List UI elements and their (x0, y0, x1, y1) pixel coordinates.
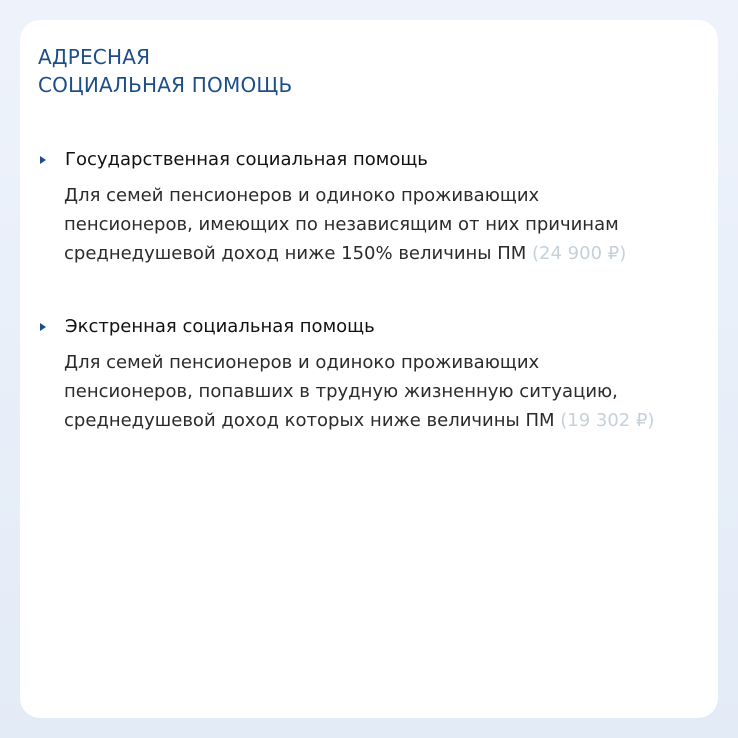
description-line: пенсионеров, попавших в трудную жизненную ситуацию, (64, 381, 618, 402)
title-line-2: СОЦИАЛЬНАЯ ПОМОЩЬ (38, 73, 293, 97)
section-heading: Государственная социальная помощь (65, 149, 428, 170)
section-heading-row (38, 313, 708, 341)
amount-value: (24 900 ₽) (532, 243, 627, 264)
section-heading: Экстренная социальная помощь (65, 316, 375, 337)
triangle-bullet-icon (40, 323, 46, 331)
section-emergency-assistance (38, 313, 708, 435)
section-description (64, 181, 712, 268)
description-line: Для семей пенсионеров и одиноко проживающих (64, 185, 540, 206)
description-line: Для семей пенсионеров и одиноко проживающих (64, 352, 540, 373)
title-line-1: АДРЕСНАЯ (38, 45, 151, 69)
description-line: среднедушевой доход которых ниже величины ПМ (19 302 ₽) (64, 410, 655, 431)
section-state-assistance (38, 146, 708, 268)
page-title (38, 43, 292, 99)
description-line: среднедушевой доход ниже 150% величины ПМ (24 900 ₽) (64, 243, 627, 264)
amount-value: (19 302 ₽) (560, 410, 655, 431)
section-heading-row (38, 146, 708, 174)
triangle-bullet-icon (40, 156, 46, 164)
description-line: пенсионеров, имеющих по независящим от них причинам (64, 214, 619, 235)
section-description (64, 348, 712, 435)
